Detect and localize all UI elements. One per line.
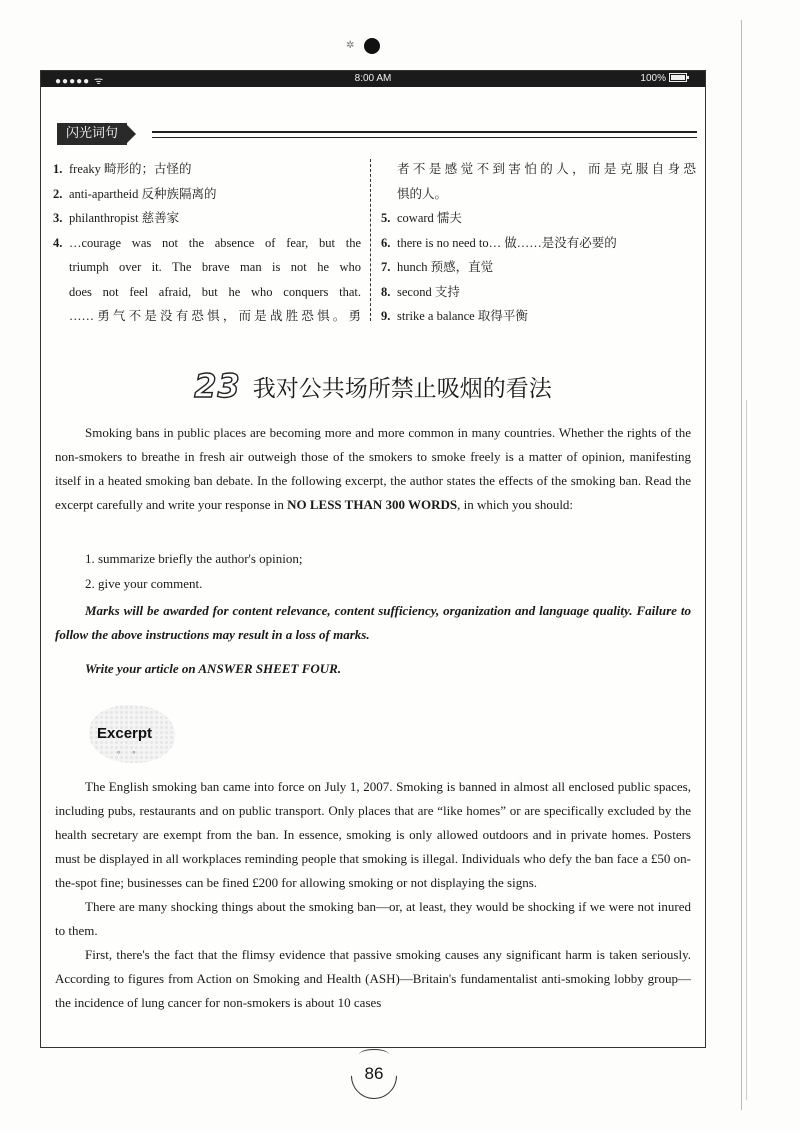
instruction-item: 1. summarize briefly the author's opinion; bbox=[85, 551, 303, 566]
prompt-paragraph: Smoking bans in public places are becoming more and more common in many countries. Whether the rights of the non-smokers to breathe in fresh air outweigh those of the smokers to smoke freely is a matter of opinion, manifesting itself in a heated smoking ban debate. In the following excerpt, the author states the effects of the smoking ban. Read the excerpt carefully and write your response in NO LESS THAN 300 WORDS, in which you should: bbox=[55, 425, 691, 512]
vocab-item: 9. strike a balance 取得平衡 bbox=[381, 309, 528, 323]
page-title bbox=[41, 367, 705, 405]
vocab-item: 8. second 支持 bbox=[381, 284, 460, 299]
vocab-item: 7. hunch 预感，直觉 bbox=[381, 260, 494, 274]
excerpt-body bbox=[55, 775, 691, 1015]
vocab-item: 5. coward 懦夫 bbox=[381, 211, 462, 225]
margin-scan-line bbox=[746, 400, 747, 1100]
quote-line: triumph over it. The brave man is not he who bbox=[69, 260, 361, 274]
vocab-list-left bbox=[53, 157, 361, 329]
battery-percent: 100% bbox=[640, 73, 666, 84]
top-decoration bbox=[346, 38, 406, 58]
margin-scan-line bbox=[741, 20, 742, 1110]
title-text: 我对公共场所禁止吸烟的看法 bbox=[252, 375, 552, 402]
title-number: 23 bbox=[194, 367, 241, 405]
excerpt-label: Excerpt bbox=[97, 725, 153, 742]
status-bar bbox=[41, 71, 705, 87]
word-requirement: NO LESS THAN 300 WORDS bbox=[287, 497, 458, 512]
section-header bbox=[57, 123, 697, 145]
page-number bbox=[351, 1053, 397, 1099]
status-time: 8:00 AM bbox=[354, 73, 392, 84]
battery-icon bbox=[669, 73, 687, 82]
section-header-rule bbox=[152, 131, 697, 138]
vocab-item: 1. freaky 畸形的；古怪的 bbox=[53, 162, 192, 176]
excerpt-badge bbox=[89, 705, 175, 763]
quote-line: does not feel afraid, but he who conquers that. bbox=[69, 284, 361, 299]
signal-icon: ●●●●● ᯤ bbox=[55, 76, 105, 87]
vocab-item: 2. anti-apartheid 反种族隔离的 bbox=[53, 186, 217, 201]
quote-line: …courage was not the absence of fear, but the bbox=[69, 235, 361, 250]
vocab-item-quote: 4. …courage was not the absence of fear, but the triumph over it. The brave man is not he who does not feel afraid, but he who conquers that. ……勇气不是没有恐惧，而是战胜恐惧。勇 bbox=[53, 231, 361, 329]
quote-continuation: 者不是感觉不到害怕的人，而是克服自身恐 惧的人。 bbox=[397, 162, 696, 201]
device-frame bbox=[40, 70, 706, 1048]
camera-dot-icon bbox=[364, 38, 380, 54]
excerpt-paragraph: First, there's the fact that the flimsy evidence that passive smoking causes any significant harm is taken seriously. According to figures from Action on Smoking and Health (ASH)—Britain's fundamentalist anti-smoking lobby group—the incidence of lung cancer for non-smokers is about 10 cases bbox=[55, 947, 691, 1010]
section-header-label: 闪光词句 bbox=[57, 123, 127, 145]
answer-sheet-note: Write your article on ANSWER SHEET FOUR. bbox=[85, 661, 342, 676]
instruction-list bbox=[85, 547, 303, 596]
vocab-item: 3. philanthropist 慈善家 bbox=[53, 211, 180, 225]
excerpt-badge-dots: ◦◦ bbox=[117, 747, 148, 757]
vocab-item: 6. there is no need to… 做……是没有必要的 bbox=[381, 235, 617, 250]
vocab-list-right bbox=[381, 157, 696, 329]
column-divider bbox=[370, 159, 371, 321]
page-number-text: 86 bbox=[364, 1064, 384, 1083]
sparkle-icon: ✲ bbox=[346, 40, 355, 51]
quote-line: ……勇气不是没有恐惧，而是战胜恐惧。勇 bbox=[69, 309, 361, 323]
battery-indicator bbox=[640, 73, 687, 84]
excerpt-paragraph: The English smoking ban came into force on July 1, 2007. Smoking is banned in almost all enclosed public spaces, including pubs, restaurants and on public transport. Only places that are “like homes” or are specifically excluded by the health secretary are exempt from the ban. In essence, smoking is only allowed outdoors and in private homes. Posters must be displayed in all workplaces reminding people that smoking is illegal. Individuals who defy the ban face a £50 on-the-spot fine; businesses can be fined £200 for allowing smoking or not displaying the signs. bbox=[55, 779, 691, 890]
marking-note: Marks will be awarded for content relevance, content sufficiency, organization and language quality. Failure to follow the above instructions may result in a loss of marks. Write your article on ANSWER SHEET FOUR. bbox=[55, 599, 691, 681]
instruction-item: 2. give your comment. bbox=[85, 575, 203, 591]
excerpt-paragraph: There are many shocking things about the smoking ban—or, at least, they would be shocking if we were not inured to them. bbox=[55, 899, 691, 938]
